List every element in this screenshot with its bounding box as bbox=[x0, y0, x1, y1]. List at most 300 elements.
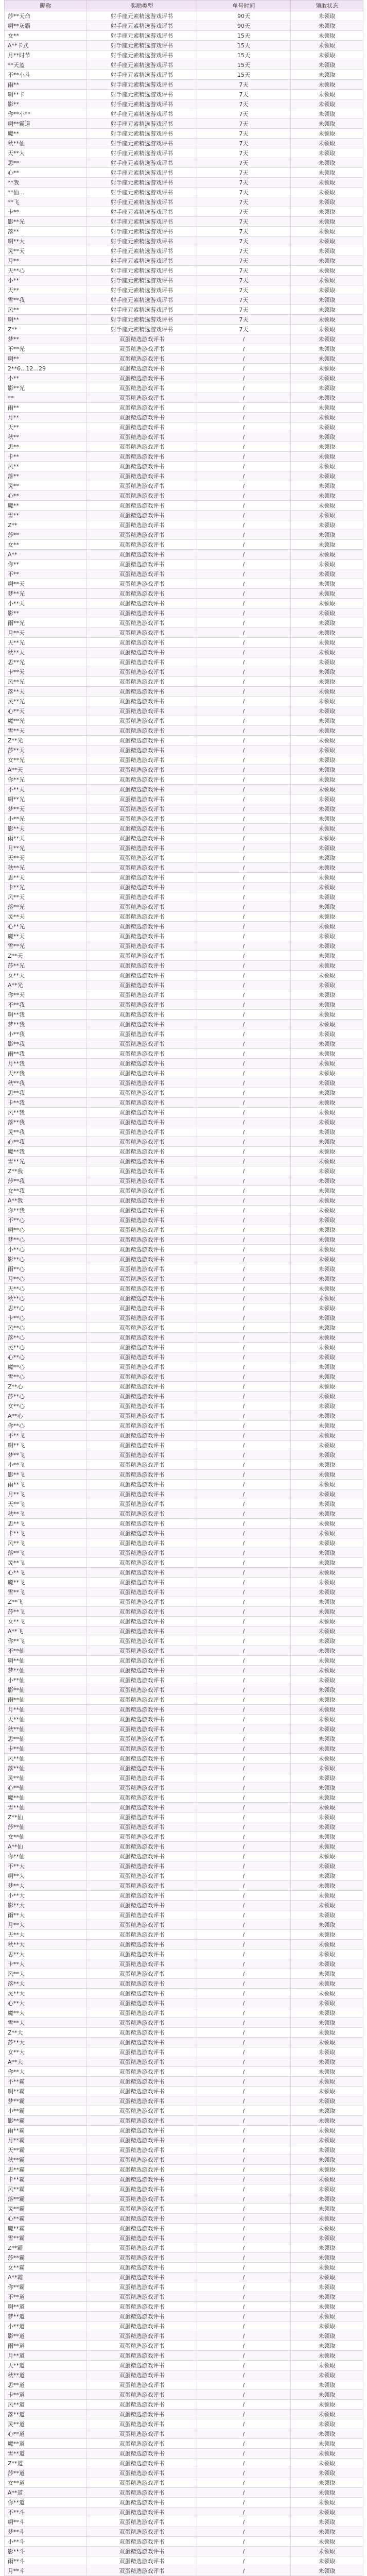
table-row bbox=[5, 285, 363, 295]
cell-reward-type: 双蛋精选游戏评书 bbox=[87, 2390, 197, 2400]
table-row bbox=[5, 1812, 363, 1822]
cell-reward-type: 双蛋精选游戏评书 bbox=[87, 2038, 197, 2047]
table-row bbox=[5, 716, 363, 726]
table-row bbox=[5, 1950, 363, 1959]
cell-nickname: 梦**大 bbox=[5, 1881, 87, 1891]
cell-reward-type: 射手座元素精选游戏评书 bbox=[87, 80, 197, 90]
cell-claim-status: 未领取 bbox=[291, 2459, 363, 2468]
table-row bbox=[5, 971, 363, 980]
table-row bbox=[5, 677, 363, 687]
cell-duration: / bbox=[197, 1529, 291, 1538]
cell-reward-type: 双蛋精选游戏评书 bbox=[87, 2459, 197, 2468]
cell-duration: 7天 bbox=[197, 99, 291, 109]
cell-reward-type: 射手座元素精选游戏评书 bbox=[87, 31, 197, 41]
cell-reward-type: 双蛋精选游戏评书 bbox=[87, 413, 197, 422]
cell-reward-type: 双蛋精选游戏评书 bbox=[87, 2331, 197, 2341]
cell-nickname: 天** bbox=[5, 285, 87, 295]
cell-duration: / bbox=[197, 1284, 291, 1294]
cell-claim-status: 未领取 bbox=[291, 2253, 363, 2263]
cell-claim-status: 未领取 bbox=[291, 745, 363, 755]
cell-reward-type: 双蛋精选游戏评书 bbox=[87, 511, 197, 520]
cell-nickname: 灵**我 bbox=[5, 1127, 87, 1137]
cell-claim-status: 未领取 bbox=[291, 80, 363, 90]
cell-nickname: 秋**光 bbox=[5, 863, 87, 873]
table-row bbox=[5, 755, 363, 765]
cell-claim-status: 未领取 bbox=[291, 1607, 363, 1617]
cell-nickname: 思**霸 bbox=[5, 2165, 87, 2175]
cell-nickname: 梦**我 bbox=[5, 1020, 87, 1029]
cell-nickname: 秋** bbox=[5, 432, 87, 442]
cell-claim-status: 未领取 bbox=[291, 1803, 363, 1812]
cell-claim-status: 未领取 bbox=[291, 227, 363, 236]
cell-reward-type: 双蛋精选游戏评书 bbox=[87, 2312, 197, 2321]
table-row bbox=[5, 1548, 363, 1558]
cell-nickname: Z**霸 bbox=[5, 2243, 87, 2253]
cell-nickname: 风** bbox=[5, 462, 87, 471]
table-row bbox=[5, 2233, 363, 2243]
cell-reward-type: 双蛋精选游戏评书 bbox=[87, 1519, 197, 1529]
cell-claim-status: 未领取 bbox=[291, 1401, 363, 1411]
cell-claim-status: 未领取 bbox=[291, 413, 363, 422]
cell-claim-status: 未领取 bbox=[291, 1480, 363, 1489]
cell-claim-status: 未领取 bbox=[291, 266, 363, 276]
cell-nickname: 心**霸 bbox=[5, 2214, 87, 2224]
cell-nickname: 小**天 bbox=[5, 599, 87, 608]
cell-duration: / bbox=[197, 2312, 291, 2321]
cell-reward-type: 双蛋精选游戏评书 bbox=[87, 1636, 197, 1646]
cell-nickname: **天蓝 bbox=[5, 60, 87, 70]
cell-duration: / bbox=[197, 1401, 291, 1411]
table-row bbox=[5, 1803, 363, 1812]
cell-claim-status: 未领取 bbox=[291, 295, 363, 305]
cell-duration: / bbox=[197, 834, 291, 843]
cell-duration: / bbox=[197, 1636, 291, 1646]
cell-nickname: 不**霸 bbox=[5, 2077, 87, 2087]
cell-reward-type: 双蛋精选游戏评书 bbox=[87, 2224, 197, 2233]
cell-claim-status: 未领取 bbox=[291, 1666, 363, 1675]
cell-claim-status: 未领取 bbox=[291, 1812, 363, 1822]
award-list-container bbox=[4, 0, 363, 2576]
table-row bbox=[5, 2175, 363, 2184]
cell-reward-type: 双蛋精选游戏评书 bbox=[87, 971, 197, 980]
cell-duration: 15天 bbox=[197, 50, 291, 60]
cell-claim-status: 未领取 bbox=[291, 1470, 363, 1480]
cell-duration: / bbox=[197, 1910, 291, 1920]
table-row bbox=[5, 246, 363, 256]
cell-claim-status: 未领取 bbox=[291, 1450, 363, 1460]
table-row bbox=[5, 2517, 363, 2527]
table-row bbox=[5, 41, 363, 50]
cell-claim-status: 未领取 bbox=[291, 315, 363, 325]
cell-nickname: 女**霸 bbox=[5, 2263, 87, 2273]
cell-nickname: 莎**霸 bbox=[5, 2253, 87, 2263]
cell-reward-type: 双蛋精选游戏评书 bbox=[87, 2341, 197, 2351]
cell-reward-type: 双蛋精选游戏评书 bbox=[87, 2517, 197, 2527]
cell-reward-type: 双蛋精选游戏评书 bbox=[87, 1666, 197, 1675]
cell-nickname: 啊**斗 bbox=[5, 2517, 87, 2527]
cell-claim-status: 未领取 bbox=[291, 403, 363, 413]
cell-nickname: 莎**光 bbox=[5, 961, 87, 971]
cell-nickname: 梦** bbox=[5, 334, 87, 344]
cell-nickname: 卡**仙 bbox=[5, 1744, 87, 1754]
cell-nickname: 天**飞 bbox=[5, 1499, 87, 1509]
cell-duration: / bbox=[197, 1695, 291, 1705]
table-row bbox=[5, 1744, 363, 1754]
cell-reward-type: 双蛋精选游戏评书 bbox=[87, 2273, 197, 2282]
cell-claim-status: 未领取 bbox=[291, 1431, 363, 1440]
table-row bbox=[5, 11, 363, 21]
table-row bbox=[5, 1343, 363, 1352]
table-row bbox=[5, 922, 363, 931]
cell-duration: / bbox=[197, 491, 291, 501]
table-row bbox=[5, 804, 363, 814]
cell-duration: / bbox=[197, 628, 291, 638]
cell-reward-type: 双蛋精选游戏评书 bbox=[87, 1284, 197, 1294]
cell-duration: / bbox=[197, 1979, 291, 1989]
cell-claim-status: 未领取 bbox=[291, 1558, 363, 1568]
cell-reward-type: 双蛋精选游戏评书 bbox=[87, 1303, 197, 1313]
table-row bbox=[5, 1196, 363, 1206]
cell-duration: / bbox=[197, 1186, 291, 1196]
cell-duration: / bbox=[197, 1783, 291, 1793]
cell-duration: / bbox=[197, 1587, 291, 1597]
cell-nickname: 魔**我 bbox=[5, 1147, 87, 1157]
cell-claim-status: 未领取 bbox=[291, 1578, 363, 1587]
table-row bbox=[5, 2478, 363, 2488]
cell-duration: / bbox=[197, 589, 291, 599]
cell-nickname: 月**大 bbox=[5, 1920, 87, 1930]
cell-nickname: 心**仙 bbox=[5, 1783, 87, 1793]
cell-reward-type: 双蛋精选游戏评书 bbox=[87, 374, 197, 383]
cell-duration: / bbox=[197, 941, 291, 951]
table-row bbox=[5, 2282, 363, 2292]
cell-claim-status: 未领取 bbox=[291, 2224, 363, 2233]
cell-reward-type: 双蛋精选游戏评书 bbox=[87, 726, 197, 736]
cell-claim-status: 未领取 bbox=[291, 599, 363, 608]
cell-reward-type: 双蛋精选游戏评书 bbox=[87, 1764, 197, 1773]
table-row bbox=[5, 2224, 363, 2233]
cell-nickname: 不**大 bbox=[5, 1861, 87, 1871]
cell-nickname: 影** bbox=[5, 608, 87, 618]
cell-nickname: 你**小** bbox=[5, 109, 87, 119]
cell-duration: / bbox=[197, 2400, 291, 2410]
cell-nickname: 风**道 bbox=[5, 2400, 87, 2410]
cell-claim-status: 未领取 bbox=[291, 540, 363, 550]
cell-reward-type: 双蛋精选游戏评书 bbox=[87, 2096, 197, 2106]
table-row bbox=[5, 1959, 363, 1969]
cell-nickname: 梦**斗 bbox=[5, 2527, 87, 2537]
cell-reward-type: 双蛋精选游戏评书 bbox=[87, 1754, 197, 1764]
cell-duration: / bbox=[197, 1764, 291, 1773]
table-row bbox=[5, 2341, 363, 2351]
cell-nickname: 雨** bbox=[5, 403, 87, 413]
table-row bbox=[5, 2459, 363, 2468]
cell-nickname: 啊**霸 bbox=[5, 2087, 87, 2096]
table-row bbox=[5, 1666, 363, 1675]
cell-reward-type: 双蛋精选游戏评书 bbox=[87, 1225, 197, 1235]
cell-claim-status: 未领取 bbox=[291, 1362, 363, 1372]
cell-reward-type: 双蛋精选游戏评书 bbox=[87, 1362, 197, 1372]
cell-duration: / bbox=[197, 648, 291, 657]
cell-reward-type: 双蛋精选游戏评书 bbox=[87, 1685, 197, 1695]
table-row bbox=[5, 2096, 363, 2106]
cell-claim-status: 未领取 bbox=[291, 1715, 363, 1724]
cell-nickname: 雨**我 bbox=[5, 1049, 87, 1059]
table-row bbox=[5, 442, 363, 452]
cell-duration: / bbox=[197, 2194, 291, 2204]
header-duration: 单号时间 bbox=[197, 1, 291, 11]
cell-nickname: 卡**光 bbox=[5, 883, 87, 892]
cell-claim-status: 未领取 bbox=[291, 2380, 363, 2390]
cell-duration: / bbox=[197, 1274, 291, 1284]
cell-duration: / bbox=[197, 2351, 291, 2361]
cell-claim-status: 未领取 bbox=[291, 99, 363, 109]
table-row bbox=[5, 892, 363, 902]
cell-claim-status: 未领取 bbox=[291, 1225, 363, 1235]
cell-reward-type: 双蛋精选游戏评书 bbox=[87, 1529, 197, 1538]
cell-duration: / bbox=[197, 2449, 291, 2459]
cell-duration: / bbox=[197, 1313, 291, 1323]
cell-claim-status: 未领取 bbox=[291, 2282, 363, 2292]
cell-claim-status: 未领取 bbox=[291, 90, 363, 99]
cell-claim-status: 未领取 bbox=[291, 422, 363, 432]
cell-nickname: 秋**道 bbox=[5, 2370, 87, 2380]
cell-duration: / bbox=[197, 618, 291, 628]
cell-nickname: 你**我 bbox=[5, 1206, 87, 1215]
cell-claim-status: 未领取 bbox=[291, 1842, 363, 1852]
cell-reward-type: 双蛋精选游戏评书 bbox=[87, 422, 197, 432]
cell-claim-status: 未领取 bbox=[291, 2087, 363, 2096]
cell-nickname: 月** bbox=[5, 256, 87, 266]
cell-claim-status: 未领取 bbox=[291, 824, 363, 834]
cell-duration: / bbox=[197, 2419, 291, 2429]
cell-reward-type: 双蛋精选游戏评书 bbox=[87, 334, 197, 344]
cell-reward-type: 双蛋精选游戏评书 bbox=[87, 550, 197, 560]
cell-nickname: 梦**天 bbox=[5, 804, 87, 814]
cell-reward-type: 双蛋精选游戏评书 bbox=[87, 1783, 197, 1793]
cell-duration: / bbox=[197, 1519, 291, 1529]
cell-nickname: 影**光 bbox=[5, 383, 87, 393]
cell-claim-status: 未领取 bbox=[291, 589, 363, 599]
cell-claim-status: 未领取 bbox=[291, 2038, 363, 2047]
cell-duration: / bbox=[197, 990, 291, 1000]
table-row bbox=[5, 980, 363, 990]
cell-duration: / bbox=[197, 1509, 291, 1519]
cell-reward-type: 双蛋精选游戏评书 bbox=[87, 1979, 197, 1989]
cell-duration: / bbox=[197, 892, 291, 902]
cell-nickname: 秋**我 bbox=[5, 1078, 87, 1088]
cell-duration: / bbox=[197, 2233, 291, 2243]
cell-reward-type: 双蛋精选游戏评书 bbox=[87, 687, 197, 697]
cell-duration: / bbox=[197, 334, 291, 344]
cell-reward-type: 双蛋精选游戏评书 bbox=[87, 2028, 197, 2038]
cell-nickname: A**我 bbox=[5, 1196, 87, 1206]
table-row bbox=[5, 1538, 363, 1548]
cell-claim-status: 未领取 bbox=[291, 2488, 363, 2498]
cell-duration: / bbox=[197, 1901, 291, 1910]
cell-nickname: 心**大 bbox=[5, 1998, 87, 2008]
cell-nickname: 心** bbox=[5, 168, 87, 178]
cell-nickname: 风**心 bbox=[5, 1323, 87, 1333]
table-row bbox=[5, 706, 363, 716]
cell-reward-type: 双蛋精选游戏评书 bbox=[87, 1881, 197, 1891]
cell-duration: / bbox=[197, 1852, 291, 1861]
cell-duration: / bbox=[197, 1705, 291, 1715]
cell-nickname: 影**斗 bbox=[5, 2547, 87, 2556]
cell-reward-type: 双蛋精选游戏评书 bbox=[87, 1294, 197, 1303]
cell-nickname: 秋**飞 bbox=[5, 1509, 87, 1519]
cell-nickname: 魔**仙 bbox=[5, 1793, 87, 1803]
table-row bbox=[5, 1998, 363, 2008]
table-row bbox=[5, 90, 363, 99]
cell-nickname: 思**光 bbox=[5, 657, 87, 667]
cell-duration: / bbox=[197, 1969, 291, 1979]
table-row bbox=[5, 1881, 363, 1891]
table-row bbox=[5, 1695, 363, 1705]
cell-reward-type: 双蛋精选游戏评书 bbox=[87, 1656, 197, 1666]
cell-nickname: 魔**光 bbox=[5, 716, 87, 726]
table-row bbox=[5, 1186, 363, 1196]
cell-duration: / bbox=[197, 608, 291, 618]
cell-reward-type: 双蛋精选游戏评书 bbox=[87, 2419, 197, 2429]
cell-reward-type: 双蛋精选游戏评书 bbox=[87, 697, 197, 706]
cell-nickname: 落**道 bbox=[5, 2410, 87, 2419]
cell-duration: / bbox=[197, 2410, 291, 2419]
cell-nickname: 雪**我 bbox=[5, 295, 87, 305]
cell-claim-status: 未领取 bbox=[291, 569, 363, 579]
table-row bbox=[5, 1235, 363, 1245]
cell-nickname: 小**仙 bbox=[5, 1675, 87, 1685]
table-row bbox=[5, 1010, 363, 1020]
cell-duration: / bbox=[197, 1812, 291, 1822]
table-row bbox=[5, 21, 363, 31]
cell-reward-type: 双蛋精选游戏评书 bbox=[87, 1812, 197, 1822]
table-row bbox=[5, 2537, 363, 2547]
table-row bbox=[5, 599, 363, 608]
cell-claim-status: 未领取 bbox=[291, 2067, 363, 2077]
cell-reward-type: 射手座元素精选游戏评书 bbox=[87, 21, 197, 31]
cell-claim-status: 未领取 bbox=[291, 41, 363, 50]
table-row bbox=[5, 1989, 363, 1998]
cell-duration: / bbox=[197, 1029, 291, 1039]
cell-claim-status: 未领取 bbox=[291, 1117, 363, 1127]
cell-duration: 7天 bbox=[197, 227, 291, 236]
cell-reward-type: 双蛋精选游戏评书 bbox=[87, 1088, 197, 1098]
cell-reward-type: 双蛋精选游戏评书 bbox=[87, 1861, 197, 1871]
cell-claim-status: 未领取 bbox=[291, 1626, 363, 1636]
cell-claim-status: 未领取 bbox=[291, 158, 363, 168]
cell-claim-status: 未领取 bbox=[291, 2233, 363, 2243]
table-row bbox=[5, 2429, 363, 2439]
cell-nickname: Z**仙 bbox=[5, 1812, 87, 1822]
cell-claim-status: 未领取 bbox=[291, 1881, 363, 1891]
cell-claim-status: 未领取 bbox=[291, 2263, 363, 2273]
cell-nickname: 思** bbox=[5, 158, 87, 168]
cell-nickname: 心**道 bbox=[5, 2429, 87, 2439]
cell-nickname: 女**仙 bbox=[5, 1832, 87, 1842]
cell-claim-status: 未领取 bbox=[291, 1039, 363, 1049]
cell-nickname: 女**天 bbox=[5, 971, 87, 980]
table-row bbox=[5, 256, 363, 266]
cell-claim-status: 未领取 bbox=[291, 1910, 363, 1920]
cell-reward-type: 双蛋精选游戏评书 bbox=[87, 2498, 197, 2507]
table-row bbox=[5, 471, 363, 481]
cell-claim-status: 未领取 bbox=[291, 1930, 363, 1940]
cell-duration: / bbox=[197, 1607, 291, 1617]
header-row bbox=[5, 1, 363, 11]
cell-nickname: A**飞 bbox=[5, 1626, 87, 1636]
table-row bbox=[5, 1440, 363, 1450]
cell-claim-status: 未领取 bbox=[291, 2057, 363, 2067]
cell-claim-status: 未领取 bbox=[291, 246, 363, 256]
cell-nickname: 小**道 bbox=[5, 2321, 87, 2331]
cell-reward-type: 双蛋精选游戏评书 bbox=[87, 1069, 197, 1078]
cell-nickname: 卡**大 bbox=[5, 1959, 87, 1969]
cell-reward-type: 双蛋精选游戏评书 bbox=[87, 520, 197, 530]
table-row bbox=[5, 1372, 363, 1382]
cell-reward-type: 双蛋精选游戏评书 bbox=[87, 2214, 197, 2224]
cell-claim-status: 未领取 bbox=[291, 775, 363, 785]
table-row bbox=[5, 129, 363, 139]
cell-claim-status: 未领取 bbox=[291, 2537, 363, 2547]
cell-duration: 7天 bbox=[197, 285, 291, 295]
cell-reward-type: 双蛋精选游戏评书 bbox=[87, 2292, 197, 2302]
cell-claim-status: 未领取 bbox=[291, 628, 363, 638]
cell-nickname: 小**霸 bbox=[5, 2106, 87, 2116]
table-row bbox=[5, 1225, 363, 1235]
cell-duration: / bbox=[197, 599, 291, 608]
cell-reward-type: 双蛋精选游戏评书 bbox=[87, 941, 197, 951]
table-row bbox=[5, 1323, 363, 1333]
cell-reward-type: 射手座元素精选游戏评书 bbox=[87, 276, 197, 285]
cell-reward-type: 双蛋精选游戏评书 bbox=[87, 344, 197, 354]
cell-reward-type: 双蛋精选游戏评书 bbox=[87, 2116, 197, 2126]
table-row bbox=[5, 2331, 363, 2341]
cell-nickname: 天**我 bbox=[5, 1069, 87, 1078]
cell-duration: / bbox=[197, 2047, 291, 2057]
cell-claim-status: 未领取 bbox=[291, 1166, 363, 1176]
cell-reward-type: 射手座元素精选游戏评书 bbox=[87, 99, 197, 109]
table-row bbox=[5, 1754, 363, 1764]
table-row bbox=[5, 2028, 363, 2038]
cell-reward-type: 双蛋精选游戏评书 bbox=[87, 990, 197, 1000]
table-row bbox=[5, 1127, 363, 1137]
cell-claim-status: 未领取 bbox=[291, 941, 363, 951]
cell-nickname: A**霸 bbox=[5, 2273, 87, 2282]
cell-duration: / bbox=[197, 1000, 291, 1010]
cell-claim-status: 未领取 bbox=[291, 1440, 363, 1450]
cell-nickname: 啊**卡 bbox=[5, 90, 87, 99]
table-row bbox=[5, 1568, 363, 1578]
cell-duration: 90天 bbox=[197, 11, 291, 21]
cell-reward-type: 双蛋精选游戏评书 bbox=[87, 1842, 197, 1852]
table-row bbox=[5, 824, 363, 834]
cell-reward-type: 射手座元素精选游戏评书 bbox=[87, 285, 197, 295]
cell-duration: / bbox=[197, 1656, 291, 1666]
cell-duration: / bbox=[197, 2547, 291, 2556]
cell-claim-status: 未领取 bbox=[291, 1744, 363, 1754]
cell-duration: / bbox=[197, 1499, 291, 1509]
cell-claim-status: 未领取 bbox=[291, 1852, 363, 1861]
cell-claim-status: 未领取 bbox=[291, 2517, 363, 2527]
table-row bbox=[5, 403, 363, 413]
cell-nickname: 天**心 bbox=[5, 1284, 87, 1294]
cell-reward-type: 双蛋精选游戏评书 bbox=[87, 1734, 197, 1744]
cell-nickname: 啊** bbox=[5, 354, 87, 364]
cell-nickname: 风**飞 bbox=[5, 1538, 87, 1548]
cell-reward-type: 射手座元素精选游戏评书 bbox=[87, 227, 197, 236]
cell-nickname: 雪**光 bbox=[5, 1157, 87, 1166]
